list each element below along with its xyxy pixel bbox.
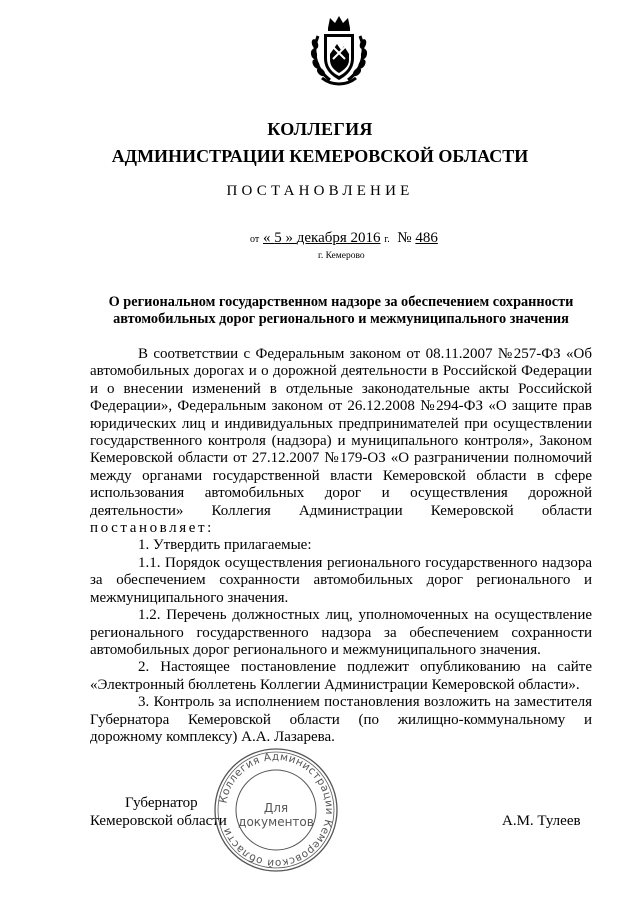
intro-paragraph: В соответствии с Федеральным законом от 08.11.2007 №257-ФЗ «Об автомобильных дорогах и о дорожной деятельности в Российской Федерации и о внесении изменений в отдельные законодательные акты Российской Федерации», Федеральным законом от 26.12.2008 №294-ФЗ «О защите прав юридических лиц и индивидуальных предпринимателей при осуществлении государственного контроля (надзора) и муниципального контроля», Законом Кемеровской области от 27.12.2007 №179-ОЗ «О разграничении полномочий между органами государственной власти Кемеровской области в сфере использования автомобильных дорог и осуществления дорожной деятельности» Коллегия Администрации Кемеровской области постановляет: xyxy=(90,346,592,537)
item-3: 3. Контроль за исполнением постановления возложить на заместителя Губернатора Кемеровской области (по жилищно-коммунальному и дорожному комплексу) А.А. Лазарева. xyxy=(90,694,592,745)
org-name-line1: КОЛЛЕГИЯ xyxy=(267,119,373,139)
date-prefix: от xyxy=(250,234,260,245)
coat-of-arms-emblem-icon xyxy=(308,14,370,88)
item-2: 2. Настоящее постановление подлежит опубликованию на сайте «Электронный бюллетень Коллегии Администрации Кемеровской области». xyxy=(90,659,592,693)
signature-name: А.М. Тулеев xyxy=(502,813,581,829)
document-number: 486 xyxy=(415,230,438,246)
date-month-year: декабря 2016 xyxy=(296,230,381,246)
stamp-center-line2: документов xyxy=(238,815,314,829)
document-type: ПОСТАНОВЛЕНИЕ xyxy=(226,183,414,199)
document-body xyxy=(90,346,592,746)
signature-region: Кемеровской области xyxy=(90,813,227,829)
number-label: № xyxy=(397,230,412,246)
city: г. Кемерово xyxy=(318,251,365,261)
date-day: 5 xyxy=(274,230,282,246)
resolves-word: постановляет: xyxy=(90,520,214,537)
item-1-1: 1.1. Порядок осуществления регионального государственного надзора за обеспечением сохранности автомобильных дорог регионального и межмуниципального значения. xyxy=(90,554,592,606)
official-stamp-icon xyxy=(212,746,340,874)
signature-title: Губернатор xyxy=(125,795,198,811)
org-name-line2: АДМИНИСТРАЦИИ КЕМЕРОВСКОЙ ОБЛАСТИ xyxy=(111,146,529,166)
date-year-suffix: г. xyxy=(384,234,390,245)
stamp-ring-text: Коллегия Администрации Кемеровской области xyxy=(217,750,336,870)
date-number-line xyxy=(250,230,438,247)
stamp-center-line1: Для xyxy=(263,801,289,815)
document-subject: О региональном государственном надзоре за обеспечением сохранности автомобильных дорог регионального и межмуниципального значения xyxy=(108,294,574,327)
date-day-field: « 5 » декабря 2016 xyxy=(263,230,381,246)
item-1: 1. Утвердить прилагаемые: xyxy=(138,537,312,554)
item-1-2: 1.2. Перечень должностных лиц, уполномоченных на осуществление регионального государственного надзора за обеспечением сохранности автомобильных дорог регионального и межмуниципального значения. xyxy=(90,607,592,658)
